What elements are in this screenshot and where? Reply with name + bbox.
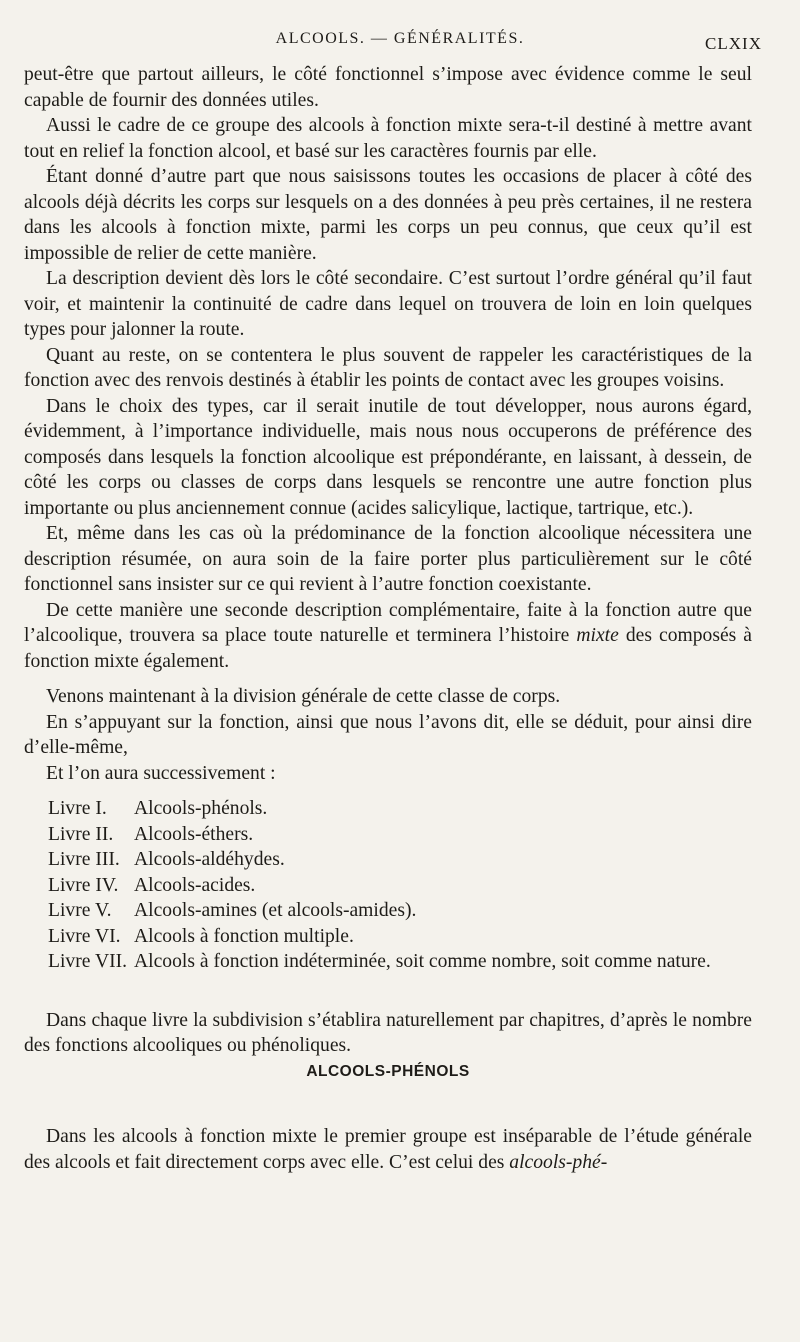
paragraph-mixte (24, 598, 752, 675)
text-run: des composés à fonction mixte également. (24, 625, 753, 672)
paragraph: Étant donné d’autre part que nous saisissons toutes les occasions de placer à côté des alcools déjà décrits les corps sur lesquels on a des données à peu près certaines, il ne restera dans les alcools à fonction mixte, parmi les corps un peu connus, que ceux qu’il est impossible de relier de cette manière. (24, 166, 752, 264)
paragraph: Dans chaque livre la subdivision s’établira naturellement par chapitres, d’après le nombre des fonctions alcooliques ou phénoliques. (24, 1009, 752, 1056)
page-body (24, 62, 752, 1175)
text-run: Dans les alcools à fonction mixte le premier groupe est inséparable de l’étude générale des alcools et fait directement corps avec elle. C’est celui des (24, 1126, 752, 1173)
livre-number: Livre I. (48, 798, 107, 819)
paragraph: Dans le choix des types, car il serait inutile de tout développer, nous aurons égard, évidemment, à l’importance individuelle, mais nous nous occuperons de préférence des composés dans lesquels la fonction alcoolique est prépondérante, en laissant, à dessein, de côté les corps ou classes de corps dans lesquels se rencontre une autre fonction plus importante ou plus anciennement connue (acides salicylique, lactique, tartrique, etc.). (24, 395, 752, 519)
list-item (48, 898, 752, 924)
livre-title: Alcools-acides. (134, 874, 256, 896)
paragraph: Quant au reste, on se contentera le plus souvent de rappeler les caractéristiques de la fonction avec des renvois destinés à établir les points de contact avec les groupes voisins. (24, 344, 752, 391)
text-run: De cette manière une seconde description complémentaire, faite à la fonction autre que l’alcoolique, trouvera sa place toute naturelle et terminera l’histoire (24, 599, 752, 646)
livre-number: Livre II. (48, 823, 114, 845)
livre-title: Alcools-phénols. (134, 798, 268, 819)
paragraph: Et l’on aura successivement : (46, 762, 276, 784)
livre-title: Alcools-amines (et alcools-amides). (134, 900, 417, 921)
paragraph: La description devient dès lors le côté secondaire. C’est surtout l’ordre général qu’il faut voir, et maintenir la continuité de cadre dans lequel on trouvera de loin en loin quelques types pour jalonner la route. (24, 268, 752, 340)
paragraph: Et, même dans les cas où la prédominance de la fonction alcoolique nécessitera une description résumée, on aura soin de la faire porter plus particulièrement sur le côté fonctionnel sans insister sur ce qui revient à l’autre fonction coexistante. (24, 523, 752, 595)
list-item (48, 822, 752, 848)
list-item (48, 847, 752, 873)
livre-number: Livre VII. (48, 951, 128, 972)
livre-title: Alcools-aldéhydes. (134, 849, 285, 870)
livre-number: Livre VI. (48, 925, 121, 947)
italic-term: alcools-phé- (509, 1151, 608, 1173)
livre-number: Livre III. (48, 849, 120, 870)
running-title: ALCOOLS. — GÉNÉRALITÉS. (275, 30, 525, 47)
italic-term: mixte (576, 625, 619, 646)
list-item (48, 924, 752, 950)
livre-number: Livre IV. (48, 874, 119, 896)
paragraph: Aussi le cadre de ce groupe des alcools à fonction mixte sera-t-il destiné à mettre avant tout en relief la fonction alcool, et basé sur les caractères fournis par elle. (24, 115, 752, 162)
paragraph: En s’appuyant sur la fonction, ainsi que nous l’avons dit, elle se déduit, pour ainsi dire d’elle-même, (24, 711, 752, 758)
livre-number: Livre V. (48, 900, 112, 921)
list-item (48, 796, 752, 822)
list-item (48, 873, 752, 899)
paragraph: Venons maintenant à la division générale de cette classe de corps. (46, 686, 561, 707)
paragraph: peut-être que partout ailleurs, le côté fonctionnel s’impose avec évidence comme le seul capable de fournir des données utiles. (24, 64, 752, 111)
livre-title: Alcools à fonction multiple. (134, 925, 354, 947)
livre-title: Alcools-éthers. (134, 823, 254, 845)
section-title: ALCOOLS-PHÉNOLS (306, 1062, 470, 1080)
list-item (48, 949, 752, 975)
page-number: CLXIX (705, 34, 762, 53)
livre-title: Alcools à fonction indéterminée, soit comme nombre, soit comme nature. (134, 951, 711, 972)
paragraph-final (24, 1124, 752, 1175)
livres-list (48, 796, 752, 975)
